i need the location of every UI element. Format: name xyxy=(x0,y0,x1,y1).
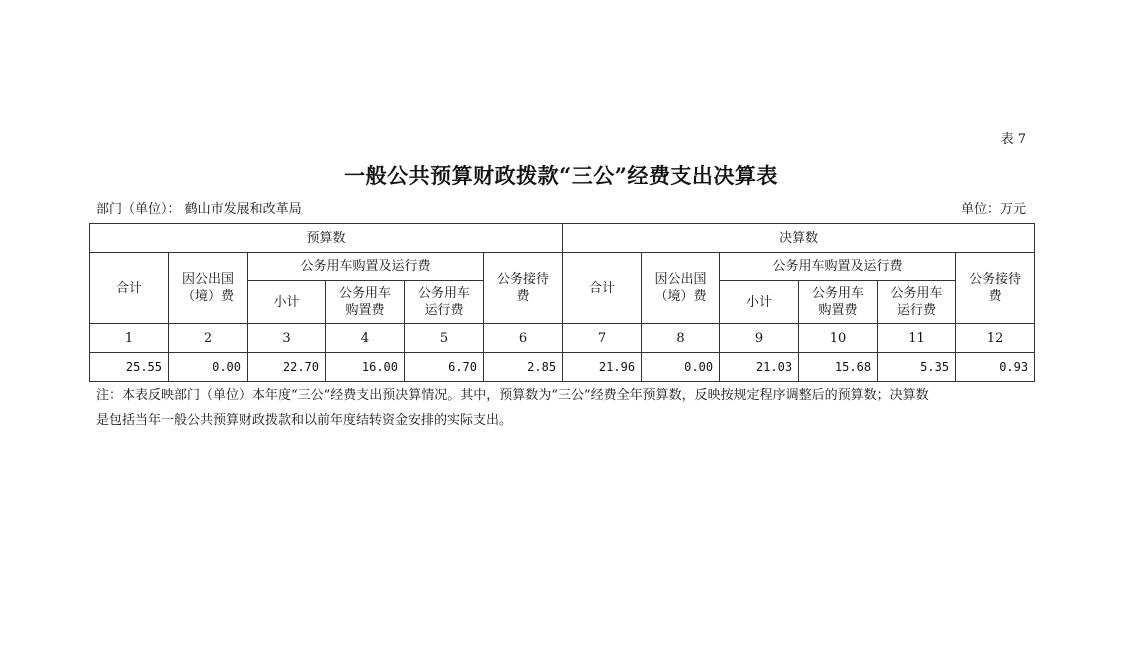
page-title: 一般公共预算财政拨款“三公”经费支出决算表 xyxy=(344,163,778,188)
budget-group-header: 预算数 xyxy=(90,224,563,253)
budget-vehicle-group-header: 公务用车购置及运行费 xyxy=(248,253,484,281)
department-name: 鹤山市发展和改革局 xyxy=(184,202,302,217)
value-cell: 16.00 xyxy=(326,353,405,382)
header-text-line: 运行费 xyxy=(424,303,464,318)
header-text-line: 公务用车 xyxy=(417,286,470,301)
value-cell: 21.03 xyxy=(720,353,799,382)
final-vehicle-operation-header xyxy=(878,281,956,324)
value-cell: 0.93 xyxy=(956,353,1035,382)
budget-reception-header xyxy=(484,253,563,324)
index-cell: 9 xyxy=(720,324,799,353)
index-cell: 2 xyxy=(169,324,248,353)
index-cell: 4 xyxy=(326,324,405,353)
group-header-row xyxy=(90,224,1035,253)
value-cell: 0.00 xyxy=(169,353,248,382)
budget-vehicle-purchase-header xyxy=(326,281,405,324)
index-cell: 1 xyxy=(90,324,169,353)
header-text-line: 运行费 xyxy=(897,303,937,318)
budget-total-header: 合计 xyxy=(90,253,169,324)
final-vehicle-purchase-header xyxy=(799,281,878,324)
final-travel-abroad-header xyxy=(642,253,720,324)
index-cell: 11 xyxy=(878,324,956,353)
index-cell: 6 xyxy=(484,324,563,353)
index-cell: 10 xyxy=(799,324,878,353)
value-cell: 5.35 xyxy=(878,353,956,382)
table-note xyxy=(96,383,1036,433)
index-cell: 7 xyxy=(563,324,642,353)
header-text-line: 购置费 xyxy=(818,303,858,318)
header-text-line: 公务用车 xyxy=(812,286,865,301)
final-total-header: 合计 xyxy=(563,253,642,324)
index-cell: 8 xyxy=(642,324,720,353)
header-text-line: 公务用车 xyxy=(338,286,391,301)
department-label: 部门（单位）： xyxy=(96,202,181,217)
header-text-line: 公务接待 xyxy=(969,272,1022,287)
value-cell: 0.00 xyxy=(642,353,720,382)
final-reception-header xyxy=(956,253,1035,324)
header-text-line: 公务接待 xyxy=(497,272,550,287)
budget-subtotal-header: 小计 xyxy=(248,281,326,324)
budget-travel-abroad-header xyxy=(169,253,248,324)
final-group-header: 决算数 xyxy=(563,224,1035,253)
sub-header-row xyxy=(90,253,1035,281)
header-text-line: （境）费 xyxy=(181,289,234,304)
value-cell: 15.68 xyxy=(799,353,878,382)
index-cell: 3 xyxy=(248,324,326,353)
note-line: 是包括当年一般公共预算财政拨款和以前年度结转资金安排的实际支出。 xyxy=(96,413,513,428)
header-text-line: 因公出国 xyxy=(181,272,234,287)
index-cell: 12 xyxy=(956,324,1035,353)
header-text-line: （境）费 xyxy=(654,289,707,304)
budget-vehicle-operation-header xyxy=(405,281,484,324)
header-text-line: 因公出国 xyxy=(654,272,707,287)
final-vehicle-group-header: 公务用车购置及运行费 xyxy=(720,253,956,281)
header-text-line: 购置费 xyxy=(345,303,385,318)
value-cell: 6.70 xyxy=(405,353,484,382)
values-row xyxy=(90,353,1035,382)
unit-label: 单位：万元 xyxy=(960,202,1026,217)
value-cell: 2.85 xyxy=(484,353,563,382)
department-line xyxy=(96,198,302,217)
value-cell: 21.96 xyxy=(563,353,642,382)
header-text-line: 费 xyxy=(516,289,530,304)
note-line: 注：本表反映部门（单位）本年度“三公”经费支出预决算情况。其中，预算数为“三公”经费全年预算数，反映按规定程序调整后的预算数；决算数 xyxy=(96,388,929,403)
table-number: 表 7 xyxy=(1000,132,1026,147)
value-cell: 25.55 xyxy=(90,353,169,382)
index-row xyxy=(90,324,1035,353)
value-cell: 22.70 xyxy=(248,353,326,382)
expenditure-table xyxy=(89,223,1035,382)
header-text-line: 费 xyxy=(988,289,1002,304)
header-text-line: 公务用车 xyxy=(890,286,943,301)
index-cell: 5 xyxy=(405,324,484,353)
final-subtotal-header: 小计 xyxy=(720,281,799,324)
